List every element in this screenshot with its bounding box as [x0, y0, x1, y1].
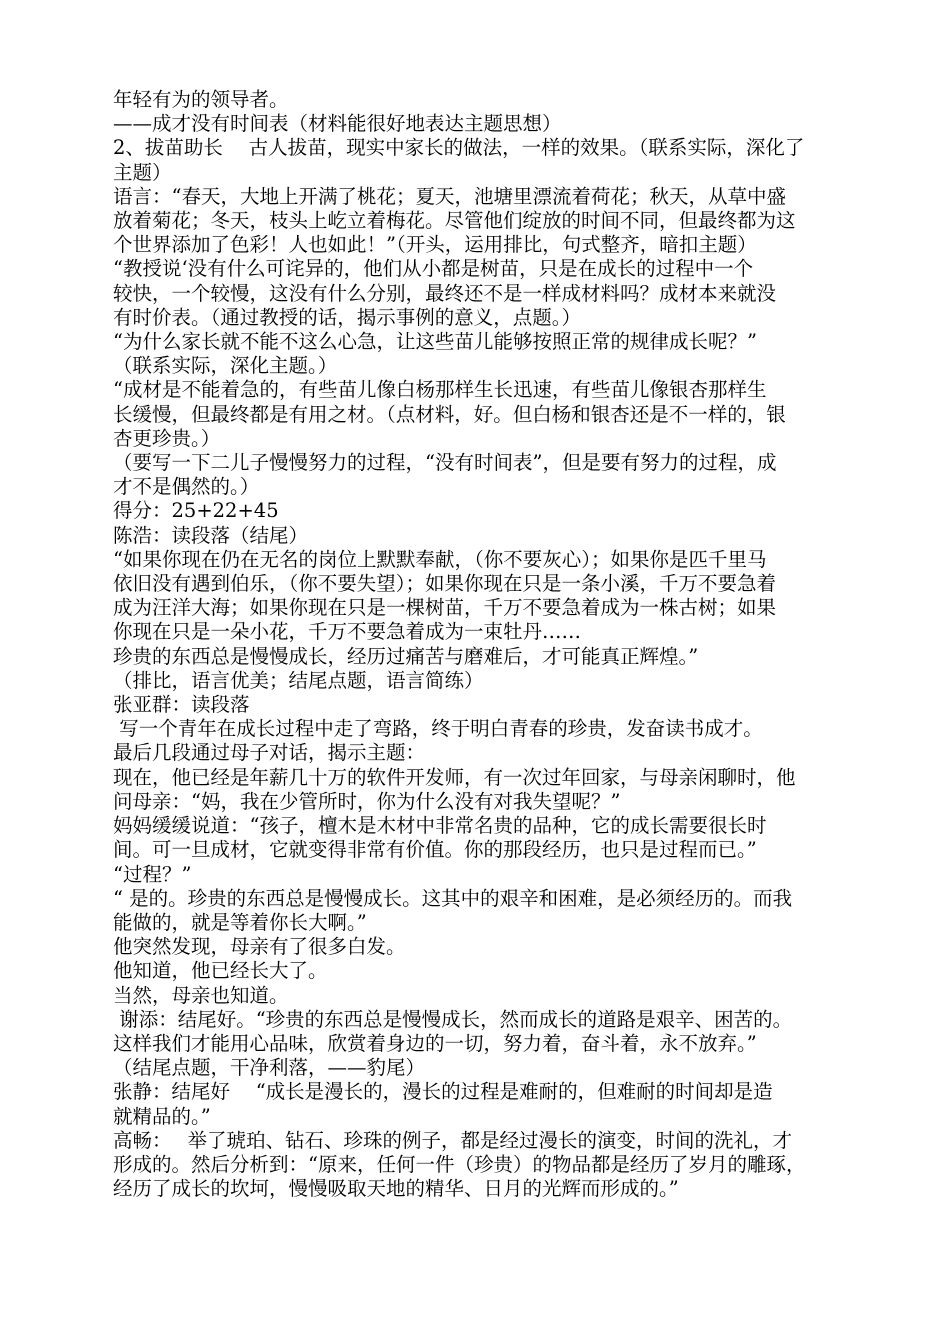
text-line: 间。可一旦成材，它就变得非常有价值。你的那段经历，也只是过程而已。” — [113, 838, 757, 862]
text-line: “ 是的。珍贵的东西总是慢慢成长。这其中的艰辛和困难，是必须经历的。而我 — [113, 886, 793, 910]
text-line: “教授说‘没有什么可诧异的，他们从小都是树苗，只是在成长的过程中一个 — [113, 257, 754, 281]
text-line: 年轻有为的领导者。 — [113, 88, 289, 111]
text-line: 他知道，他已经长大了。 — [113, 959, 328, 983]
text-line: “为什么家长就不能不这么心急，让这些苗儿能够按照正常的规律成长呢？” — [113, 330, 757, 354]
text-line: 能做的，就是等着你长大啊。” — [113, 910, 367, 934]
text-line: 较快，一个较慢，这没有什么分别，最终还不是一样成材料吗？成材本来就没 — [113, 281, 777, 305]
text-line: 珍贵的东西总是慢慢成长，经历过痛苦与磨难后，才可能真正辉煌。” — [113, 644, 699, 668]
text-line: “过程？” — [113, 862, 192, 886]
text-line: 现在，他已经是年薪几十万的软件开发师，有一次过年回家，与母亲闲聊时，他 — [113, 765, 796, 789]
text-line: 最后几段通过母子对话，揭示主题： — [113, 741, 426, 765]
text-line: 这样我们才能用心品味，欣赏着身边的一切，努力着，奋斗着，永不放弃。” — [113, 1031, 757, 1055]
text-line: 长缓慢，但最终都是有用之材。（点材料，好。但白杨和银杏还是不一样的，银 — [113, 402, 786, 426]
text-line: 妈妈缓缓说道：“孩子，檀木是木材中非常名贵的品种，它的成长需要很长时 — [113, 814, 767, 838]
text-line: 张静：结尾好 “成长是漫长的，漫长的过程是难耐的，但难耐的时间却是造 — [113, 1080, 773, 1104]
text-line: 你现在只是一朵小花，千万不要急着成为一束牡丹…… — [113, 620, 582, 644]
text-line: 张亚群：读段落 — [113, 693, 250, 717]
text-line: （联系实际，深化主题。） — [113, 354, 338, 378]
text-line: 经历了成长的坎坷，慢慢吸取天地的精华、日月的光辉而形成的。” — [113, 1177, 679, 1201]
text-line: “如果你现在仍在无名的岗位上默默奉献，（你不要灰心）；如果你是匹千里马 — [113, 547, 767, 571]
text-line: 才不是偶然的。） — [113, 475, 260, 499]
text-line: 当然，母亲也知道。 — [113, 983, 289, 1007]
text-line: 就精品的。” — [113, 1104, 211, 1128]
text-line: 写一个青年在成长过程中走了弯路，终于明白青春的珍贵，发奋读书成才。 — [113, 717, 763, 741]
text-line: 问母亲：“妈，我在少管所时，你为什么没有对我失望呢？” — [113, 789, 621, 813]
text-line: （排比，语言优美；结尾点题，语言简练） — [113, 668, 484, 692]
document-body — [113, 88, 865, 1201]
text-line: 谢添：结尾好。“珍贵的东西总是慢慢成长，然而成长的道路是艰辛、困苦的。 — [113, 1007, 793, 1031]
text-line: 成为汪洋大海；如果你现在只是一棵树苗，千万不要急着成为一株古树；如果 — [113, 596, 777, 620]
text-line: 放着菊花；冬天，枝头上屹立着梅花。尽管他们绽放的时间不同，但最终都为这 — [113, 209, 796, 233]
text-line: 语言：“春天，大地上开满了桃花；夏天，池塘里漂流着荷花；秋天，从草中盛 — [113, 184, 786, 208]
text-line: “成材是不能着急的，有些苗儿像白杨那样生长迅速，有些苗儿像银杏那样生 — [113, 378, 767, 402]
text-line: ——成才没有时间表（材料能很好地表达主题思想） — [113, 112, 562, 136]
text-line: 他突然发现，母亲有了很多白发。 — [113, 935, 406, 959]
text-line: 陈浩：读段落（结尾） — [113, 523, 309, 547]
text-line: （结尾点题，干净利落，——豹尾） — [113, 1056, 426, 1080]
text-line: 个世界添加了色彩！人也如此！”（开头，运用排比，句式整齐，暗扣主题） — [113, 233, 757, 257]
text-line: 杏更珍贵。） — [113, 426, 221, 450]
text-line: （要写一下二儿子慢慢努力的过程，“没有时间表”，但是要有努力的过程，成 — [113, 451, 777, 475]
text-line: 高畅： 举了琥珀、钻石、珍珠的例子，都是经过漫长的演变，时间的洗礼，才 — [113, 1128, 792, 1152]
text-line: 得分：25+22+45 — [113, 499, 279, 523]
text-line: 依旧没有遇到伯乐，（你不要失望）；如果你现在只是一条小溪，千万不要急着 — [113, 572, 777, 596]
text-line: 主题） — [113, 160, 172, 184]
text-line: 2、拔苗助长 古人拔苗，现实中家长的做法，一样的效果。（联系实际，深化了 — [113, 136, 805, 160]
text-line: 有时价表。（通过教授的话，揭示事例的意义，点题。） — [113, 305, 582, 329]
text-line: 形成的。然后分析到：“原来，任何一件（珍贵）的物品都是经历了岁月的雕琢， — [113, 1152, 806, 1176]
